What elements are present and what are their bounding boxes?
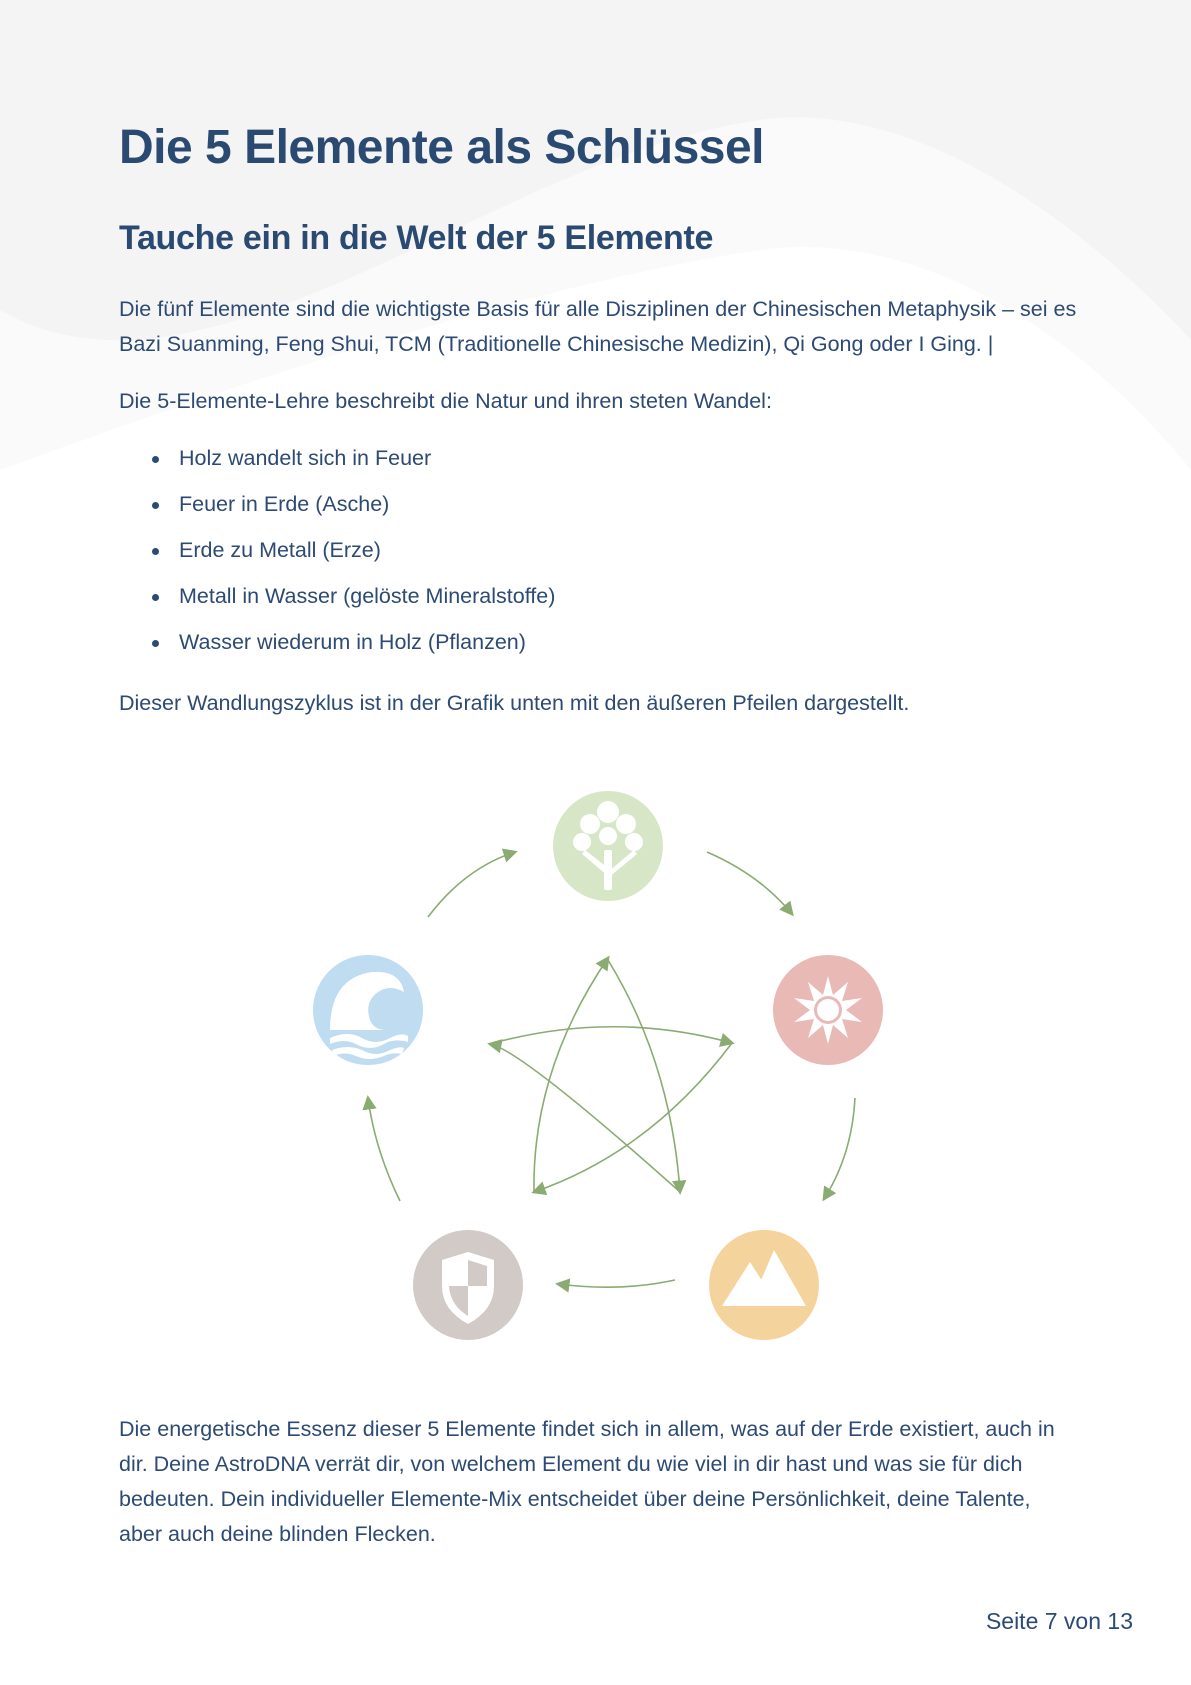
earth-element bbox=[709, 1230, 819, 1340]
list-item: Erde zu Metall (Erze) bbox=[119, 533, 555, 579]
section-title: Tauche ein in die Welt der 5 Elemente bbox=[119, 219, 714, 257]
bullet-icon bbox=[152, 456, 159, 463]
lead-paragraph: Die 5-Elemente-Lehre beschreibt die Natur und ihren steten Wandel: bbox=[119, 389, 772, 413]
list-item: Feuer in Erde (Asche) bbox=[119, 487, 555, 533]
metal-element bbox=[413, 1230, 523, 1340]
five-elements-diagram bbox=[300, 780, 900, 1360]
list-item: Metall in Wasser (gelöste Mineralstoffe) bbox=[119, 579, 555, 625]
arrow-fire-to-earth bbox=[824, 1098, 855, 1199]
cycle-list bbox=[119, 441, 555, 671]
inner-star-arrows bbox=[490, 958, 732, 1192]
arrow-metal-to-water bbox=[368, 1098, 400, 1201]
arrow-earth-to-metal bbox=[558, 1280, 675, 1287]
arrow-fire-to-metal bbox=[534, 1043, 732, 1192]
outer-cycle-arrows bbox=[368, 852, 855, 1287]
fire-element bbox=[773, 955, 883, 1065]
list-item: Wasser wiederum in Holz (Pflanzen) bbox=[119, 625, 555, 671]
arrow-metal-to-wood bbox=[534, 958, 608, 1192]
diagram-note: Dieser Wandlungszyklus ist in der Grafik unten mit den äußeren Pfeilen dargestellt. bbox=[119, 691, 910, 715]
page-title: Die 5 Elemente als Schlüssel bbox=[119, 121, 764, 174]
page-number: Seite 7 von 13 bbox=[985, 1608, 1133, 1634]
wood-element bbox=[553, 791, 663, 901]
arrow-water-to-fire bbox=[490, 1027, 732, 1044]
intro-paragraph: Die fünf Elemente sind die wichtigste Basis für alle Disziplinen der Chinesischen Metaphysik – sei es Bazi Suanming, Feng Shui, TCM (Traditionelle Chinesische Medizin), Qi Gong oder I Ging. | bbox=[119, 297, 1077, 356]
water-element bbox=[313, 955, 423, 1065]
arrow-wood-to-fire bbox=[707, 852, 792, 914]
closing-paragraph: Die energetische Essenz dieser 5 Elemente findet sich in allem, was auf der Erde existiert, auch in dir. Deine AstroDNA verrät dir, von welchem Element du wie viel in dir hast und was sie für dich bedeuten. Dein individueller Elemente-Mix entscheidet über deine Persönlichkeit, deine Talente, aber auch deine blinden Flecken. bbox=[119, 1417, 1055, 1546]
bullet-icon bbox=[152, 594, 159, 601]
bullet-icon bbox=[152, 640, 159, 647]
bullet-icon bbox=[152, 548, 159, 555]
arrow-water-to-wood bbox=[428, 852, 515, 917]
list-item: Holz wandelt sich in Feuer bbox=[119, 441, 555, 487]
bullet-icon bbox=[152, 502, 159, 509]
arrow-wood-to-earth bbox=[608, 960, 680, 1192]
